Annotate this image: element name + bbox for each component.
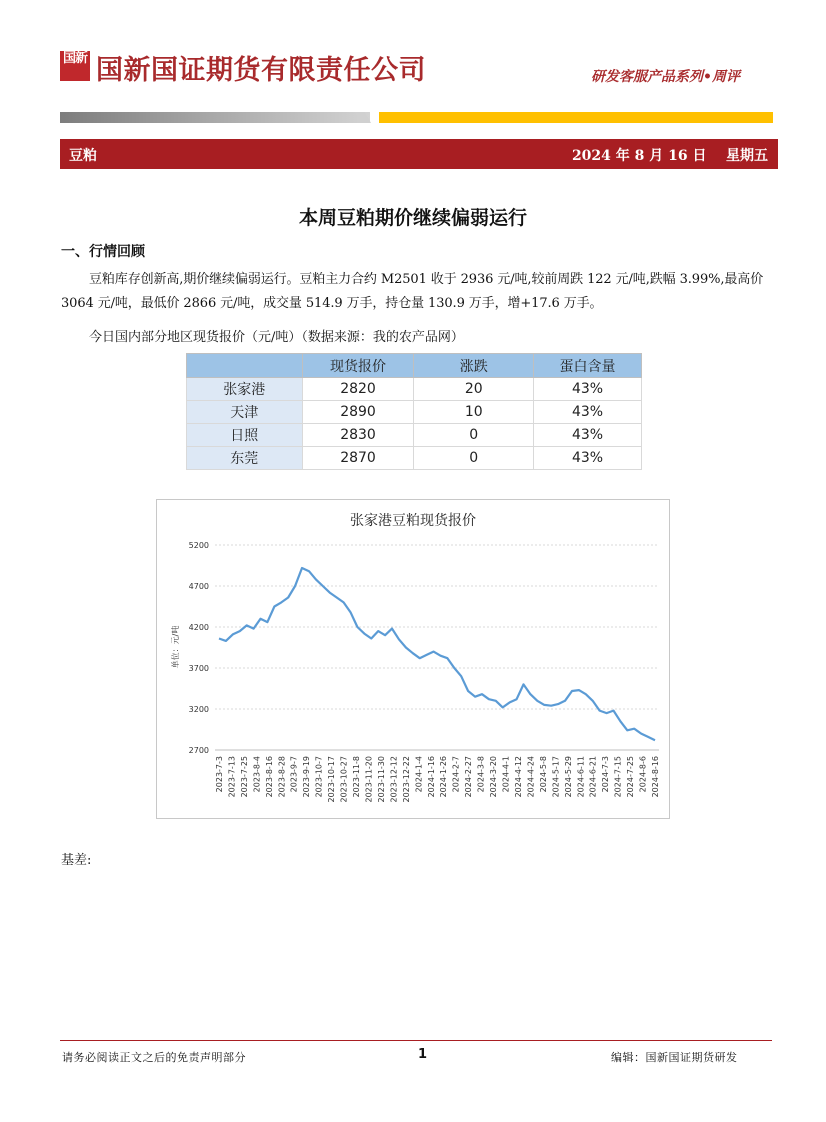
y-tick-label: 3200 bbox=[188, 705, 209, 714]
x-tick-label: 2024-7-25 bbox=[626, 756, 636, 798]
x-tick-label: 2024-4-24 bbox=[526, 756, 536, 798]
y-axis-ticks bbox=[189, 541, 209, 755]
header-cell-region bbox=[187, 354, 303, 378]
footer-divider bbox=[60, 1040, 772, 1041]
logo-text: 国新 bbox=[62, 51, 87, 66]
series-line bbox=[219, 568, 655, 740]
header-divider-gray bbox=[60, 112, 370, 123]
chart-series bbox=[219, 568, 655, 740]
section-heading: 一、行情回顾 bbox=[61, 244, 145, 260]
x-tick-label: 2023-8-16 bbox=[264, 756, 274, 798]
change-cell: 0 bbox=[414, 424, 534, 447]
x-tick-label: 2024-1-4 bbox=[414, 756, 424, 793]
x-tick-label: 2024-8-16 bbox=[651, 756, 660, 798]
change-cell: 10 bbox=[414, 401, 534, 424]
x-tick-label: 2024-1-26 bbox=[439, 756, 449, 798]
market-review-paragraph: 豆粕库存创新高,期价继续偏弱运行。豆粕主力合约 M2501 收于 2936 元/吨,较前周跌 122 元/吨,跌幅 3.99%,最高价 3064 元/吨，最低价 2866 元/吨，成交量 514.9 万手，持仓量 130.9 万手，增+17.6 万手。 bbox=[61, 272, 764, 311]
x-tick-label: 2024-5-29 bbox=[563, 756, 573, 798]
product-label: 豆粕 bbox=[69, 148, 97, 164]
price-cell: 2870 bbox=[302, 447, 414, 470]
table-row bbox=[187, 424, 642, 447]
product-series: 研发客服产品系列•周评 bbox=[591, 69, 740, 85]
x-tick-label: 2024-7-15 bbox=[613, 756, 623, 798]
x-tick-label: 2024-8-6 bbox=[638, 756, 648, 793]
protein-cell: 43% bbox=[534, 401, 642, 424]
y-tick-label: 3700 bbox=[188, 664, 209, 673]
region-cell: 天津 bbox=[187, 401, 303, 424]
y-tick-label: 4200 bbox=[188, 623, 209, 632]
protein-cell: 43% bbox=[534, 447, 642, 470]
x-tick-label: 2023-12-12 bbox=[389, 756, 399, 803]
basis-label: 基差: bbox=[61, 853, 92, 868]
footer-disclaimer: 请务必阅读正文之后的免责声明部分 bbox=[62, 1051, 246, 1064]
x-tick-label: 2024-4-1 bbox=[501, 756, 511, 793]
y-tick-label: 2700 bbox=[188, 746, 209, 755]
company-name: 国新国证期货有限责任公司 bbox=[96, 55, 426, 86]
x-tick-label: 2023-9-19 bbox=[302, 756, 312, 798]
price-cell: 2820 bbox=[302, 378, 414, 401]
y-tick-label: 4700 bbox=[188, 582, 209, 591]
table-row bbox=[187, 447, 642, 470]
x-tick-label: 2024-5-17 bbox=[551, 756, 561, 798]
y-tick-label: 5200 bbox=[188, 541, 209, 550]
x-axis-ticks bbox=[215, 756, 660, 803]
company-logo bbox=[60, 51, 90, 81]
x-tick-label: 2024-7-3 bbox=[601, 756, 611, 793]
protein-cell: 43% bbox=[534, 378, 642, 401]
x-tick-label: 2023-10-17 bbox=[327, 756, 337, 803]
change-cell: 20 bbox=[414, 378, 534, 401]
chart-gridlines bbox=[215, 545, 659, 750]
x-tick-label: 2023-9-7 bbox=[289, 756, 299, 793]
table-header-row bbox=[187, 354, 642, 378]
header-cell-protein: 蛋白含量 bbox=[534, 354, 642, 378]
footer-editor: 编辑：国新国证期货研发 bbox=[611, 1051, 738, 1064]
price-cell: 2890 bbox=[302, 401, 414, 424]
report-band bbox=[60, 139, 778, 169]
table-caption: 今日国内部分地区现货报价（元/吨）（数据来源：我的农产品网） bbox=[89, 330, 464, 345]
x-tick-label: 2024-2-7 bbox=[451, 756, 461, 793]
report-title: 本周豆粕期价继续偏弱运行 bbox=[298, 207, 527, 229]
report-date: 2024 年 8 月 16 日 星期五 bbox=[571, 148, 768, 164]
x-tick-label: 2023-10-27 bbox=[339, 756, 349, 803]
x-tick-label: 2023-7-25 bbox=[239, 756, 249, 798]
x-tick-label: 2023-7-13 bbox=[227, 756, 237, 798]
x-tick-label: 2023-11-30 bbox=[376, 756, 386, 803]
price-chart bbox=[156, 499, 670, 819]
x-tick-label: 2023-7-3 bbox=[215, 756, 224, 793]
x-tick-label: 2024-1-16 bbox=[426, 756, 436, 798]
x-tick-label: 2024-3-8 bbox=[476, 756, 486, 793]
price-cell: 2830 bbox=[302, 424, 414, 447]
change-cell: 0 bbox=[414, 447, 534, 470]
table-row bbox=[187, 378, 642, 401]
page-number: 1 bbox=[418, 1047, 428, 1062]
table-row bbox=[187, 401, 642, 424]
x-tick-label: 2024-6-11 bbox=[576, 756, 586, 798]
y-axis-label: 单位：元/吨 bbox=[171, 625, 180, 669]
region-cell: 东莞 bbox=[187, 447, 303, 470]
protein-cell: 43% bbox=[534, 424, 642, 447]
price-chart-svg bbox=[157, 500, 669, 818]
header-cell-price: 现货报价 bbox=[302, 354, 414, 378]
region-cell: 张家港 bbox=[187, 378, 303, 401]
x-tick-label: 2023-11-20 bbox=[364, 756, 374, 803]
x-tick-label: 2023-12-22 bbox=[401, 756, 411, 803]
x-tick-label: 2023-8-28 bbox=[277, 756, 287, 798]
region-cell: 日照 bbox=[187, 424, 303, 447]
x-tick-label: 2024-4-12 bbox=[513, 756, 523, 798]
x-tick-label: 2024-2-27 bbox=[464, 756, 474, 798]
x-tick-label: 2024-6-21 bbox=[588, 756, 598, 798]
header-divider-gold bbox=[379, 112, 773, 123]
spot-price-table bbox=[186, 353, 642, 470]
x-tick-label: 2023-11-8 bbox=[352, 756, 362, 798]
x-tick-label: 2024-3-20 bbox=[489, 756, 499, 798]
x-tick-label: 2024-5-8 bbox=[538, 756, 548, 793]
chart-title: 张家港豆粕现货报价 bbox=[350, 513, 476, 529]
x-tick-label: 2023-8-4 bbox=[252, 756, 262, 793]
x-tick-label: 2023-10-7 bbox=[314, 756, 324, 798]
header-cell-change: 涨跌 bbox=[414, 354, 534, 378]
